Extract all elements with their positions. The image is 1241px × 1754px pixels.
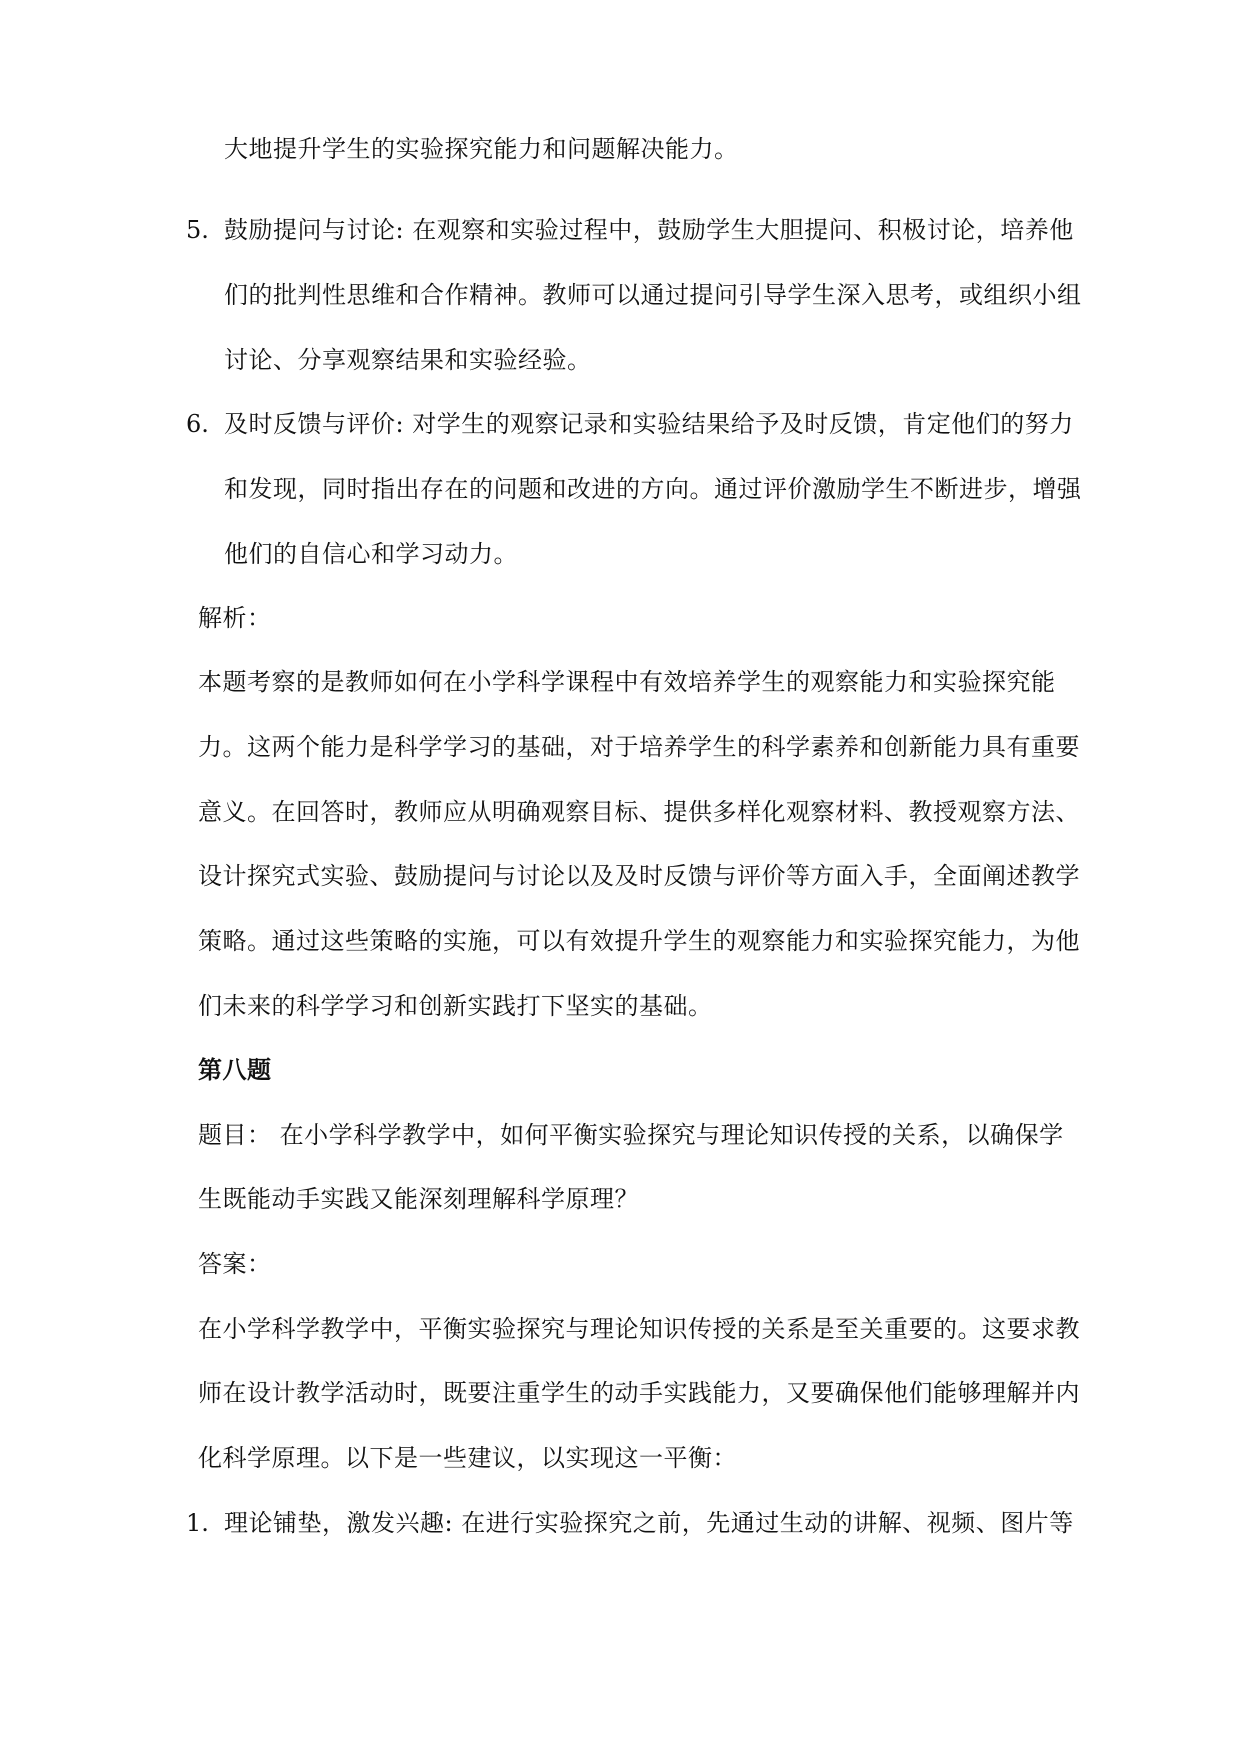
analysis-line-6: 们未来的科学学习和创新实践打下坚实的基础。 — [198, 992, 713, 1020]
list-item-5-line-2: 们的批判性思维和合作精神。教师可以通过提问引导学生深入思考，或组织小组 — [224, 281, 1082, 309]
answer-line-1: 在小学科学教学中，平衡实验探究与理论知识传授的关系是至关重要的。这要求教 — [198, 1315, 1080, 1343]
analysis-line-5: 策略。通过这些策略的实施，可以有效提升学生的观察能力和实验探究能力，为他 — [198, 927, 1080, 955]
answer-line-2: 师在设计教学活动时，既要注重学生的动手实践能力，又要确保他们能够理解并内 — [198, 1379, 1080, 1407]
list-item-number: 6. — [186, 410, 209, 438]
list-item-5-line-3: 讨论、分享观察结果和实验经验。 — [224, 346, 592, 374]
list-item-number: 1. — [186, 1509, 209, 1537]
analysis-line-4: 设计探究式实验、鼓励提问与讨论以及及时反馈与评价等方面入手，全面阐述教学 — [198, 862, 1080, 890]
answer-line-3: 化科学原理。以下是一些建议，以实现这一平衡： — [198, 1444, 737, 1472]
list-item-6-line-2: 和发现，同时指出存在的问题和改进的方向。通过评价激励学生不断进步，增强 — [224, 475, 1082, 503]
question-line-1: 题目： 在小学科学教学中，如何平衡实验探究与理论知识传授的关系，以确保学 — [198, 1121, 1064, 1149]
list-item-6-line-1: 及时反馈与评价: 对学生的观察记录和实验结果给予及时反馈，肯定他们的努力 — [224, 410, 1074, 438]
question-line-2: 生既能动手实践又能深刻理解科学原理？ — [198, 1185, 639, 1213]
analysis-line-3: 意义。在回答时，教师应从明确观察目标、提供多样化观察材料、教授观察方法、 — [198, 798, 1080, 826]
analysis-label: 解析： — [198, 604, 272, 632]
list-item-5-line-1: 鼓励提问与讨论: 在观察和实验过程中，鼓励学生大胆提问、积极讨论，培养他 — [224, 216, 1074, 244]
list-item-number: 5. — [186, 216, 209, 244]
paragraph-continuation: 大地提升学生的实验探究能力和问题解决能力。 — [224, 135, 739, 163]
list-item-1-line-1: 理论铺垫，激发兴趣: 在进行实验探究之前，先通过生动的讲解、视频、图片等 — [224, 1509, 1074, 1537]
list-item-6-line-3: 他们的自信心和学习动力。 — [224, 540, 518, 568]
section-heading: 第八题 — [198, 1055, 272, 1084]
analysis-line-1: 本题考察的是教师如何在小学科学课程中有效培养学生的观察能力和实验探究能 — [198, 668, 1056, 696]
answer-label: 答案： — [198, 1250, 272, 1278]
analysis-line-2: 力。这两个能力是科学学习的基础，对于培养学生的科学素养和创新能力具有重要 — [198, 733, 1080, 761]
